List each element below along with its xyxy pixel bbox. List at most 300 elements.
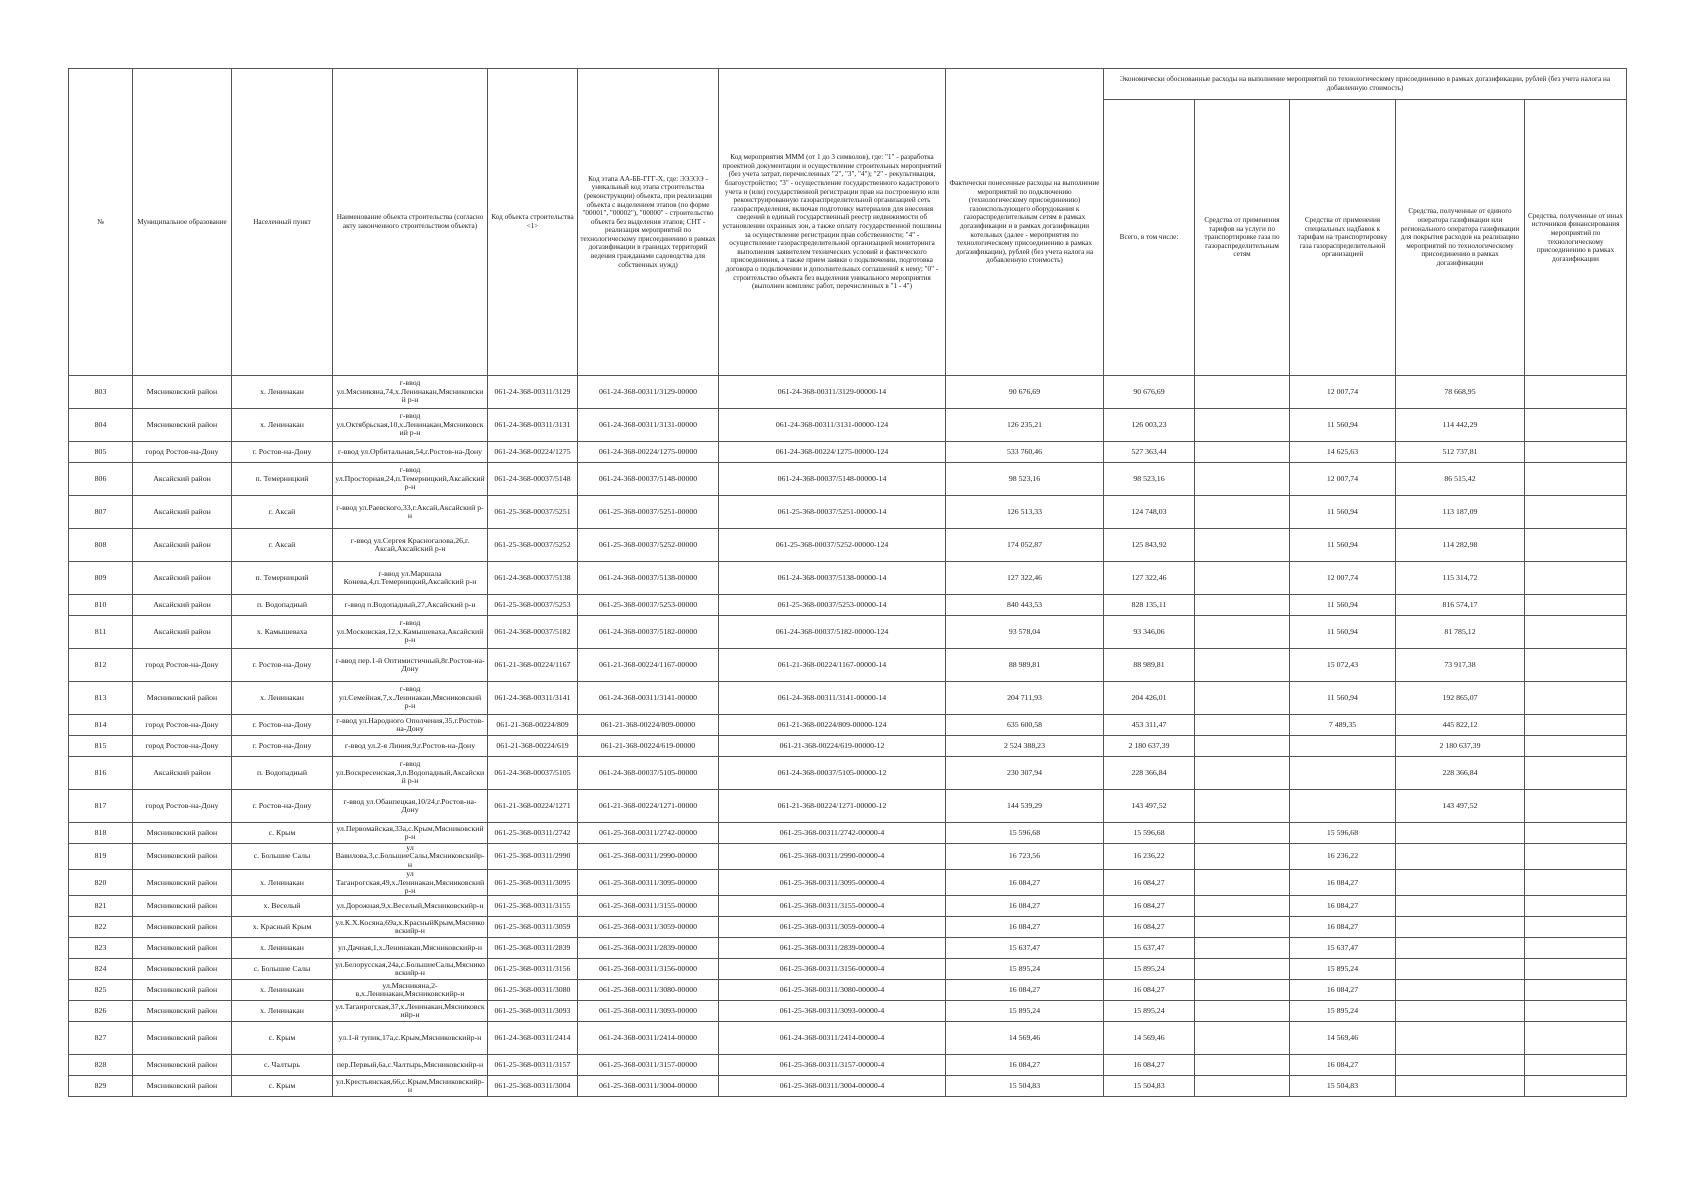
cell-other-sources bbox=[1525, 870, 1627, 896]
cell-tariff-transport bbox=[1195, 529, 1290, 562]
cell-event-code: 061-25-368-00311/2742-00000-4 bbox=[719, 823, 946, 844]
table-row bbox=[69, 529, 1627, 562]
cell-settlement: с. Большие Салы bbox=[232, 844, 333, 870]
table-row bbox=[69, 649, 1627, 682]
cell-object-code: 061-25-368-00037/5252 bbox=[488, 529, 578, 562]
cell-object-code: 061-25-368-00311/3156 bbox=[488, 959, 578, 980]
cell-settlement: г. Ростов-на-Дону bbox=[232, 715, 333, 736]
cell-total: 16 236,22 bbox=[1104, 844, 1195, 870]
cell-single-operator: 445 822,12 bbox=[1396, 715, 1525, 736]
cell-single-operator bbox=[1396, 1022, 1525, 1055]
cell-object-name: г-ввод ул.Семейная,7,х.Ленинакан,Мясниковский р-н bbox=[333, 682, 488, 715]
cell-single-operator: 115 314,72 bbox=[1396, 562, 1525, 595]
cell-tariff-transport bbox=[1195, 463, 1290, 496]
table-row bbox=[69, 980, 1627, 1001]
cell-special-markups bbox=[1290, 790, 1396, 823]
cell-special-markups: 15 637,47 bbox=[1290, 938, 1396, 959]
cell-municipality: город Ростов-на-Дону bbox=[133, 649, 232, 682]
cell-special-markups: 7 489,35 bbox=[1290, 715, 1396, 736]
cell-settlement: г. Аксай bbox=[232, 529, 333, 562]
cell-object-code: 061-25-368-00311/3093 bbox=[488, 1001, 578, 1022]
cell-single-operator bbox=[1396, 896, 1525, 917]
cell-other-sources bbox=[1525, 1055, 1627, 1076]
cell-stage-code: 061-25-368-00311/3157-00000 bbox=[578, 1055, 719, 1076]
cell-single-operator: 143 497,52 bbox=[1396, 790, 1525, 823]
cell-object-name: г-ввод ул.Народного Ополчения,35,г.Ростов-на-Дону bbox=[333, 715, 488, 736]
table-row bbox=[69, 938, 1627, 959]
cell-other-sources bbox=[1525, 409, 1627, 442]
cell-object-name: ул.1-й тупик,17а,с.Крым,Мясниковскийр-н bbox=[333, 1022, 488, 1055]
cell-single-operator bbox=[1396, 980, 1525, 1001]
cell-event-code: 061-25-368-00311/2839-00000-4 bbox=[719, 938, 946, 959]
cell-settlement: х. Ленинакан bbox=[232, 682, 333, 715]
cell-other-sources bbox=[1525, 496, 1627, 529]
cell-object-code: 061-24-368-00311/3131 bbox=[488, 409, 578, 442]
cell-tariff-transport bbox=[1195, 896, 1290, 917]
cell-event-code: 061-25-368-00037/5253-00000-14 bbox=[719, 595, 946, 616]
cell-tariff-transport bbox=[1195, 823, 1290, 844]
cell-stage-code: 061-24-368-00311/3131-00000 bbox=[578, 409, 719, 442]
cell-special-markups: 12 007,74 bbox=[1290, 463, 1396, 496]
cell-settlement: х. Ленинакан bbox=[232, 376, 333, 409]
cell-municipality: Мясниковский район bbox=[133, 917, 232, 938]
cell-object-name: г-ввод ул.Обанпецкая,10/24,г.Ростов-на-Дону bbox=[333, 790, 488, 823]
cell-stage-code: 061-25-368-00311/2839-00000 bbox=[578, 938, 719, 959]
cell-special-markups bbox=[1290, 757, 1396, 790]
cell-other-sources bbox=[1525, 1001, 1627, 1022]
cell-stage-code: 061-24-368-00037/5148-00000 bbox=[578, 463, 719, 496]
header-municipality: Муниципальное образование bbox=[133, 69, 232, 376]
cell-other-sources bbox=[1525, 959, 1627, 980]
cell-num: 824 bbox=[69, 959, 133, 980]
cell-other-sources bbox=[1525, 1022, 1627, 1055]
cell-municipality: город Ростов-на-Дону bbox=[133, 790, 232, 823]
table-row bbox=[69, 790, 1627, 823]
cell-single-operator bbox=[1396, 844, 1525, 870]
cell-tariff-transport bbox=[1195, 1022, 1290, 1055]
cell-object-code: 061-21-368-00224/619 bbox=[488, 736, 578, 757]
cell-total: 15 895,24 bbox=[1104, 1001, 1195, 1022]
cell-municipality: Мясниковский район bbox=[133, 1055, 232, 1076]
cell-stage-code: 061-21-368-00224/1271-00000 bbox=[578, 790, 719, 823]
cell-other-sources bbox=[1525, 595, 1627, 616]
header-econ-group: Экономически обоснованные расходы на выполнение мероприятий по технологическому присоединению в рамках догазификации, рублей (без учета налога на добавленную стоимость) bbox=[1104, 69, 1627, 100]
cell-num: 805 bbox=[69, 442, 133, 463]
cell-other-sources bbox=[1525, 917, 1627, 938]
cell-municipality: Мясниковский район bbox=[133, 1076, 232, 1097]
cell-municipality: Аксайский район bbox=[133, 757, 232, 790]
cell-object-name: г-ввод ул.2-я Линия,9,г.Ростов-на-Дону bbox=[333, 736, 488, 757]
cell-num: 819 bbox=[69, 844, 133, 870]
cell-object-code: 061-24-368-00311/3141 bbox=[488, 682, 578, 715]
cell-total: 228 366,84 bbox=[1104, 757, 1195, 790]
cell-tariff-transport bbox=[1195, 959, 1290, 980]
cell-special-markups: 11 560,94 bbox=[1290, 409, 1396, 442]
cell-stage-code: 061-24-368-00037/5138-00000 bbox=[578, 562, 719, 595]
cell-total: 16 084,27 bbox=[1104, 1055, 1195, 1076]
cell-tariff-transport bbox=[1195, 442, 1290, 463]
cell-num: 810 bbox=[69, 595, 133, 616]
cell-object-name: ул.К.Х.Косяна,69а,х.КрасныйКрым,Мясниковскийр-н bbox=[333, 917, 488, 938]
cell-object-code: 061-24-368-00311/2414 bbox=[488, 1022, 578, 1055]
cell-tariff-transport bbox=[1195, 938, 1290, 959]
cell-object-name: г-ввод п.Водопадный,27,Аксайский р-н bbox=[333, 595, 488, 616]
cell-event-code: 061-24-368-00311/3129-00000-14 bbox=[719, 376, 946, 409]
cell-tariff-transport bbox=[1195, 844, 1290, 870]
cell-tariff-transport bbox=[1195, 562, 1290, 595]
table-row bbox=[69, 1076, 1627, 1097]
cell-object-name: г-ввод ул.Орбитальная,54,г.Ростов-на-Дону bbox=[333, 442, 488, 463]
cell-municipality: Мясниковский район bbox=[133, 870, 232, 896]
cell-municipality: Мясниковский район bbox=[133, 980, 232, 1001]
cell-num: 813 bbox=[69, 682, 133, 715]
cell-actual-costs: 16 084,27 bbox=[946, 870, 1104, 896]
cell-num: 803 bbox=[69, 376, 133, 409]
table-row bbox=[69, 1022, 1627, 1055]
cell-tariff-transport bbox=[1195, 595, 1290, 616]
cell-stage-code: 061-21-368-00224/1167-00000 bbox=[578, 649, 719, 682]
cell-single-operator: 114 282,98 bbox=[1396, 529, 1525, 562]
cell-stage-code: 061-25-368-00311/3156-00000 bbox=[578, 959, 719, 980]
cell-event-code: 061-25-368-00311/3080-00000-4 bbox=[719, 980, 946, 1001]
cell-stage-code: 061-24-368-00311/2414-00000 bbox=[578, 1022, 719, 1055]
cell-object-name: ул Таганрогская,49,х.Ленинакан,Мясниковскийр-н bbox=[333, 870, 488, 896]
cell-single-operator: 73 917,38 bbox=[1396, 649, 1525, 682]
cell-total: 127 322,46 bbox=[1104, 562, 1195, 595]
cell-num: 817 bbox=[69, 790, 133, 823]
table-row bbox=[69, 1001, 1627, 1022]
cell-stage-code: 061-24-368-00037/5182-00000 bbox=[578, 616, 719, 649]
cell-single-operator: 192 865,07 bbox=[1396, 682, 1525, 715]
cell-tariff-transport bbox=[1195, 736, 1290, 757]
cell-actual-costs: 15 895,24 bbox=[946, 1001, 1104, 1022]
cell-special-markups: 14 625,63 bbox=[1290, 442, 1396, 463]
cell-stage-code: 061-24-368-00311/3129-00000 bbox=[578, 376, 719, 409]
cell-num: 827 bbox=[69, 1022, 133, 1055]
cell-total: 88 989,81 bbox=[1104, 649, 1195, 682]
cell-tariff-transport bbox=[1195, 409, 1290, 442]
cell-object-code: 061-25-368-00311/3004 bbox=[488, 1076, 578, 1097]
cell-single-operator bbox=[1396, 1055, 1525, 1076]
cell-stage-code: 061-25-368-00311/2742-00000 bbox=[578, 823, 719, 844]
table-row bbox=[69, 595, 1627, 616]
table-row bbox=[69, 682, 1627, 715]
cell-tariff-transport bbox=[1195, 790, 1290, 823]
cell-total: 90 676,69 bbox=[1104, 376, 1195, 409]
table-row bbox=[69, 959, 1627, 980]
cell-total: 16 084,27 bbox=[1104, 870, 1195, 896]
cell-total: 15 504,83 bbox=[1104, 1076, 1195, 1097]
cell-event-code: 061-24-368-00037/5182-00000-124 bbox=[719, 616, 946, 649]
cell-municipality: Мясниковский район bbox=[133, 682, 232, 715]
table-row bbox=[69, 823, 1627, 844]
cell-single-operator: 228 366,84 bbox=[1396, 757, 1525, 790]
cell-event-code: 061-25-368-00311/3155-00000-4 bbox=[719, 896, 946, 917]
cell-single-operator: 114 442,29 bbox=[1396, 409, 1525, 442]
cell-object-name: ул.Первомайская,33а,с.Крым,Мясниковскийр-н bbox=[333, 823, 488, 844]
cell-tariff-transport bbox=[1195, 1055, 1290, 1076]
cell-settlement: х. Ленинакан bbox=[232, 980, 333, 1001]
cell-total: 143 497,52 bbox=[1104, 790, 1195, 823]
cell-event-code: 061-25-368-00037/5252-00000-124 bbox=[719, 529, 946, 562]
cell-actual-costs: 127 322,46 bbox=[946, 562, 1104, 595]
cell-municipality: Мясниковский район bbox=[133, 1001, 232, 1022]
cell-special-markups: 11 560,94 bbox=[1290, 529, 1396, 562]
cell-object-name: г-ввод ул.Октябрьская,10,х.Ленинакан,Мясниковский р-н bbox=[333, 409, 488, 442]
cell-actual-costs: 90 676,69 bbox=[946, 376, 1104, 409]
table-row bbox=[69, 616, 1627, 649]
cell-single-operator: 816 574,17 bbox=[1396, 595, 1525, 616]
cell-special-markups: 16 084,27 bbox=[1290, 980, 1396, 1001]
cell-actual-costs: 174 052,87 bbox=[946, 529, 1104, 562]
table-row bbox=[69, 896, 1627, 917]
cell-num: 811 bbox=[69, 616, 133, 649]
cell-object-code: 061-25-368-00311/3080 bbox=[488, 980, 578, 1001]
table-row bbox=[69, 736, 1627, 757]
cell-object-code: 061-25-368-00311/3059 bbox=[488, 917, 578, 938]
cell-municipality: Мясниковский район bbox=[133, 959, 232, 980]
cell-event-code: 061-24-368-00311/3141-00000-14 bbox=[719, 682, 946, 715]
cell-object-code: 061-25-368-00037/5251 bbox=[488, 496, 578, 529]
cell-municipality: Мясниковский район bbox=[133, 376, 232, 409]
cell-total: 16 084,27 bbox=[1104, 980, 1195, 1001]
table-row bbox=[69, 562, 1627, 595]
cell-other-sources bbox=[1525, 649, 1627, 682]
cell-object-code: 061-25-368-00311/3157 bbox=[488, 1055, 578, 1076]
cell-single-operator bbox=[1396, 959, 1525, 980]
cell-num: 809 bbox=[69, 562, 133, 595]
cell-actual-costs: 14 569,46 bbox=[946, 1022, 1104, 1055]
cell-other-sources bbox=[1525, 736, 1627, 757]
cell-event-code: 061-24-368-00037/5148-00000-14 bbox=[719, 463, 946, 496]
cell-municipality: город Ростов-на-Дону bbox=[133, 715, 232, 736]
table-row bbox=[69, 870, 1627, 896]
cell-event-code: 061-25-368-00311/2990-00000-4 bbox=[719, 844, 946, 870]
cell-single-operator bbox=[1396, 823, 1525, 844]
cell-actual-costs: 204 711,93 bbox=[946, 682, 1104, 715]
header-other-sources: Средства, полученные от иных источников финансирования мероприятий по технологическому присоединению в рамках догазификации bbox=[1525, 100, 1627, 376]
cell-object-code: 061-21-368-00224/1167 bbox=[488, 649, 578, 682]
cell-stage-code: 061-25-368-00311/3059-00000 bbox=[578, 917, 719, 938]
cell-stage-code: 061-25-368-00311/3080-00000 bbox=[578, 980, 719, 1001]
header-tariff-transport: Средства от применения тарифов на услуги по транспортировке газа по газораспределительным сетям bbox=[1195, 100, 1290, 376]
cell-num: 818 bbox=[69, 823, 133, 844]
cell-event-code: 061-24-368-00311/3131-00000-124 bbox=[719, 409, 946, 442]
cell-stage-code: 061-24-368-00311/3141-00000 bbox=[578, 682, 719, 715]
cell-total: 14 569,46 bbox=[1104, 1022, 1195, 1055]
cell-actual-costs: 16 084,27 bbox=[946, 917, 1104, 938]
table-row bbox=[69, 442, 1627, 463]
table-row bbox=[69, 757, 1627, 790]
cell-actual-costs: 144 539,29 bbox=[946, 790, 1104, 823]
cell-other-sources bbox=[1525, 1076, 1627, 1097]
cell-settlement: г. Аксай bbox=[232, 496, 333, 529]
cell-event-code: 061-21-368-00224/619-00000-12 bbox=[719, 736, 946, 757]
cell-stage-code: 061-25-368-00311/3095-00000 bbox=[578, 870, 719, 896]
cell-event-code: 061-25-368-00311/3157-00000-4 bbox=[719, 1055, 946, 1076]
cell-single-operator: 2 180 637,39 bbox=[1396, 736, 1525, 757]
cell-object-code: 061-21-368-00224/1271 bbox=[488, 790, 578, 823]
cell-num: 814 bbox=[69, 715, 133, 736]
cell-special-markups: 16 084,27 bbox=[1290, 870, 1396, 896]
cell-tariff-transport bbox=[1195, 1076, 1290, 1097]
header-stage-code: Код этапа АА-ББ-ГГГ-Х, где: ЭЭЭЭЭ - уникальный код этапа строительства (реконструкции) объекта, при реализации объекта с выделением этапов (по форме "00001", "00002"), "00000" - строительство объекта без выделения этапов; СНТ - реализация мероприятий по технологическому присоединению в рамках догазификации в границах территорий ведения гражданами садоводства для собственных нужд) bbox=[578, 69, 719, 376]
cell-num: 816 bbox=[69, 757, 133, 790]
cell-stage-code: 061-25-368-00311/3004-00000 bbox=[578, 1076, 719, 1097]
cell-settlement: п. Темерницкий bbox=[232, 463, 333, 496]
cell-object-code: 061-25-368-00311/3095 bbox=[488, 870, 578, 896]
cell-actual-costs: 16 084,27 bbox=[946, 1055, 1104, 1076]
cell-municipality: Аксайский район bbox=[133, 496, 232, 529]
cell-tariff-transport bbox=[1195, 376, 1290, 409]
cell-single-operator bbox=[1396, 870, 1525, 896]
cell-other-sources bbox=[1525, 938, 1627, 959]
cell-tariff-transport bbox=[1195, 917, 1290, 938]
header-num: № bbox=[69, 69, 133, 376]
cell-object-name: г-ввод ул.Раевского,33,г.Аксай,Аксайский р-н bbox=[333, 496, 488, 529]
cell-total: 126 003,23 bbox=[1104, 409, 1195, 442]
cell-settlement: с. Чалтырь bbox=[232, 1055, 333, 1076]
cell-object-name: г-ввод ул.Московская,12,х.Камышеваха,Аксайский р-н bbox=[333, 616, 488, 649]
cell-object-code: 061-25-368-00311/2990 bbox=[488, 844, 578, 870]
cell-actual-costs: 126 513,33 bbox=[946, 496, 1104, 529]
cell-settlement: х. Ленинакан bbox=[232, 1001, 333, 1022]
cell-stage-code: 061-21-368-00224/619-00000 bbox=[578, 736, 719, 757]
cell-special-markups: 16 236,22 bbox=[1290, 844, 1396, 870]
cell-single-operator bbox=[1396, 1001, 1525, 1022]
cell-object-code: 061-25-368-00311/3155 bbox=[488, 896, 578, 917]
cell-municipality: Мясниковский район bbox=[133, 844, 232, 870]
cell-other-sources bbox=[1525, 790, 1627, 823]
cell-object-name: ул.Дорожная,9,х.Веселый,Мясниковскийр-н bbox=[333, 896, 488, 917]
cell-num: 823 bbox=[69, 938, 133, 959]
cell-actual-costs: 15 504,83 bbox=[946, 1076, 1104, 1097]
cell-object-code: 061-21-368-00224/809 bbox=[488, 715, 578, 736]
cell-object-name: ул.Крестьянская,66,с.Крым,Мясниковскийр-н bbox=[333, 1076, 488, 1097]
cell-object-code: 061-24-368-00224/1275 bbox=[488, 442, 578, 463]
cell-special-markups: 15 596,68 bbox=[1290, 823, 1396, 844]
cell-object-code: 061-24-368-00037/5182 bbox=[488, 616, 578, 649]
cell-num: 815 bbox=[69, 736, 133, 757]
cell-single-operator: 78 668,95 bbox=[1396, 376, 1525, 409]
cell-settlement: х. Камышеваха bbox=[232, 616, 333, 649]
cell-tariff-transport bbox=[1195, 870, 1290, 896]
cell-num: 806 bbox=[69, 463, 133, 496]
cell-object-name: ул.Дачная,1,х.Ленинакан,Мясниковскийр-н bbox=[333, 938, 488, 959]
cell-object-name: г-ввод ул.Просторная,24,п.Темерницкий,Аксайский р-н bbox=[333, 463, 488, 496]
cell-object-code: 061-24-368-00037/5148 bbox=[488, 463, 578, 496]
cell-actual-costs: 15 637,47 bbox=[946, 938, 1104, 959]
cell-special-markups: 11 560,94 bbox=[1290, 595, 1396, 616]
cell-other-sources bbox=[1525, 682, 1627, 715]
cell-municipality: Мясниковский район bbox=[133, 896, 232, 917]
cell-single-operator bbox=[1396, 1076, 1525, 1097]
cell-actual-costs: 93 578,04 bbox=[946, 616, 1104, 649]
cell-municipality: Мясниковский район bbox=[133, 1022, 232, 1055]
table-row bbox=[69, 1055, 1627, 1076]
cell-object-name: пер.Первый,6а,с.Чалтырь,Мясниковскийр-н bbox=[333, 1055, 488, 1076]
cell-single-operator bbox=[1396, 938, 1525, 959]
cell-actual-costs: 98 523,16 bbox=[946, 463, 1104, 496]
cell-tariff-transport bbox=[1195, 649, 1290, 682]
cell-tariff-transport bbox=[1195, 682, 1290, 715]
cell-settlement: г. Ростов-на-Дону bbox=[232, 736, 333, 757]
header-event-code: Код мероприятия МММ (от 1 до 3 символов), где: "1" - разработка проектной документации и осуществление строительных мероприятий (без учета затрат, перечисленных "2", "3", "4"); "2" - рекультивация, благоустройство; "3" - осуществление государственного кадастрового учета и (или) государственной регистрации прав на построенную или реконструированную газораспределительной организацией сеть газораспределения, включая подготовку материалов для внесения сведений в единый государственный реестр недвижимости об установлении охранных зон, а также оплату государственной пошлины за осуществление регистрации прав собственности; "4" - осуществление газораспределительной организацией мониторинга выполнения заявителем технических условий и фактического присоединения, а также прием заявки о подключении, подготовка договора о подключении и дополнительных соглашений к нему; "0" - строительство объекта без выделения уникального мероприятия (выполнен комплекс работ, перечисленных в "1 - 4") bbox=[719, 69, 946, 376]
table-row bbox=[69, 496, 1627, 529]
cell-settlement: с. Крым bbox=[232, 1076, 333, 1097]
cell-special-markups bbox=[1290, 736, 1396, 757]
cell-actual-costs: 533 760,46 bbox=[946, 442, 1104, 463]
cell-object-name: ул.Мясникяна,2-в,х.Ленинакан,Мясниковскийр-н bbox=[333, 980, 488, 1001]
cell-object-name: г-ввод ул.Мясникяна,74,х.Ленинакан,Мясниковский р-н bbox=[333, 376, 488, 409]
table-row bbox=[69, 376, 1627, 409]
cell-num: 812 bbox=[69, 649, 133, 682]
cell-other-sources bbox=[1525, 980, 1627, 1001]
cell-single-operator: 113 187,09 bbox=[1396, 496, 1525, 529]
cell-actual-costs: 126 235,21 bbox=[946, 409, 1104, 442]
cell-single-operator bbox=[1396, 917, 1525, 938]
cell-settlement: п. Темерницкий bbox=[232, 562, 333, 595]
cell-total: 125 843,92 bbox=[1104, 529, 1195, 562]
cell-settlement: г. Ростов-на-Дону bbox=[232, 442, 333, 463]
cell-total: 124 748,03 bbox=[1104, 496, 1195, 529]
cell-object-name: г-ввод ул.Воскресенская,3,п.Водопадный,Аксайский р-н bbox=[333, 757, 488, 790]
header-object-code: Код объекта строительства <1> bbox=[488, 69, 578, 376]
cell-other-sources bbox=[1525, 463, 1627, 496]
cell-special-markups: 11 560,94 bbox=[1290, 496, 1396, 529]
cell-event-code: 061-25-368-00311/3004-00000-4 bbox=[719, 1076, 946, 1097]
table-row bbox=[69, 463, 1627, 496]
cell-special-markups: 11 560,94 bbox=[1290, 616, 1396, 649]
cell-object-name: г-ввод ул.Сергея Красногалова,26,г. Аксай,Аксайский р-н bbox=[333, 529, 488, 562]
cell-object-code: 061-25-368-00037/5253 bbox=[488, 595, 578, 616]
cell-other-sources bbox=[1525, 562, 1627, 595]
cell-num: 808 bbox=[69, 529, 133, 562]
cell-event-code: 061-24-368-00224/1275-00000-124 bbox=[719, 442, 946, 463]
header-row-1 bbox=[69, 69, 1627, 100]
header-settlement: Населенный пункт bbox=[232, 69, 333, 376]
cell-tariff-transport bbox=[1195, 757, 1290, 790]
cell-special-markups: 15 072,43 bbox=[1290, 649, 1396, 682]
cell-event-code: 061-25-368-00037/5251-00000-14 bbox=[719, 496, 946, 529]
cell-settlement: г. Ростов-на-Дону bbox=[232, 649, 333, 682]
cell-special-markups: 16 084,27 bbox=[1290, 1055, 1396, 1076]
cell-settlement: с. Большие Салы bbox=[232, 959, 333, 980]
cell-actual-costs: 15 596,68 bbox=[946, 823, 1104, 844]
cell-settlement: с. Крым bbox=[232, 823, 333, 844]
cell-other-sources bbox=[1525, 442, 1627, 463]
cell-other-sources bbox=[1525, 529, 1627, 562]
cell-event-code: 061-25-368-00311/3059-00000-4 bbox=[719, 917, 946, 938]
cell-settlement: х. Ленинакан bbox=[232, 870, 333, 896]
header-actual-costs: Фактически понесенные расходы на выполнение мероприятий по подключению (технологическому присоединению) газоиспользующего оборудования к газораспределительным сетям в рамках догазификации и в рамках догазификации котельных (далее - мероприятия по технологическому присоединению в рамках догазификации), рублей (без учета налога на добавленную стоимость) bbox=[946, 69, 1104, 376]
cell-other-sources bbox=[1525, 844, 1627, 870]
cell-object-name: ул.Таганрогская,37,х.Ленинакан,Мясниковскийр-н bbox=[333, 1001, 488, 1022]
cell-event-code: 061-25-368-00311/3095-00000-4 bbox=[719, 870, 946, 896]
cell-total: 16 084,27 bbox=[1104, 917, 1195, 938]
cell-special-markups: 16 084,27 bbox=[1290, 917, 1396, 938]
cell-total: 453 311,47 bbox=[1104, 715, 1195, 736]
cell-total: 16 084,27 bbox=[1104, 896, 1195, 917]
cell-other-sources bbox=[1525, 757, 1627, 790]
cell-num: 822 bbox=[69, 917, 133, 938]
cell-actual-costs: 16 084,27 bbox=[946, 980, 1104, 1001]
cell-object-code: 061-24-368-00037/5105 bbox=[488, 757, 578, 790]
header-total: Всего, в том числе: bbox=[1104, 100, 1195, 376]
cell-municipality: Мясниковский район bbox=[133, 938, 232, 959]
cell-tariff-transport bbox=[1195, 496, 1290, 529]
cell-total: 828 135,11 bbox=[1104, 595, 1195, 616]
